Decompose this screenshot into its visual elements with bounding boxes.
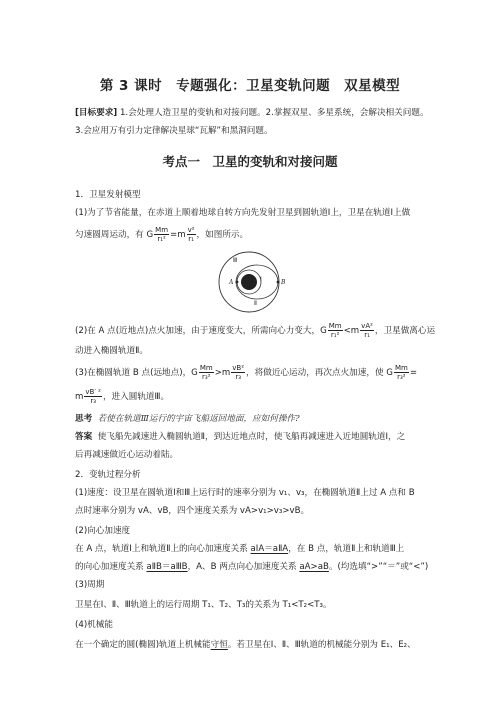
para-3b: m $\frac{\text{vB′ ²}}{\text{r₃}}$ ，进入圆轨道Ⅲ。 <box>75 388 170 405</box>
para-1a: (1)为了节省能量，在赤道上顺着地球自转方向先发射卫星到圆轨道Ⅰ上，卫星在轨道Ⅰ上做 <box>75 208 411 218</box>
point-A <box>236 281 239 284</box>
fraction-vA2-r1: $\frac{\text{vA²}}{\text{r₁}}$ <box>361 322 373 339</box>
speed-line-2: 点时速率分别为 vA、vB，四个速度关系为 vA>v₁>v₃>vB。 <box>75 506 310 516</box>
para-2a: (2)在 A 点(近地点)点火加速，由于速度变大，所需向心力变大，G $\frac{Mm}{\text{r₁²}}$ <m $\frac{\text{vA²}}{\text{r₁}}$ ，卫星做离心运 <box>75 322 436 339</box>
label-II: Ⅱ <box>254 300 257 307</box>
para-1b: 匀速圆周运动，有 G $\frac{Mm}{\text{r₁²}}$ =m $\frac{\text{v²}}{\text{r₁}}$ ，如图所示。 <box>75 226 249 243</box>
label-III: Ⅲ <box>233 257 238 264</box>
label-I: Ⅰ <box>260 276 262 283</box>
answer-line-1: 答案 使飞船先减速进入椭圆轨道Ⅱ，到达近地点时，使飞船再减速进入近地圆轨道Ⅰ，之 <box>75 432 406 442</box>
heading-orbit-analysis: 2．变轨过程分析 <box>75 470 141 480</box>
label-B: B <box>281 279 286 286</box>
fraction-Mm-r1sq-2: $\frac{Mm}{\text{r₁²}}$ <box>328 322 342 339</box>
speed-line-1: (1)速度：设卫星在圆轨道Ⅰ和Ⅲ上运行时的速率分别为 v₁、v₃，在椭圆轨道Ⅱ上过 A 点和 B <box>75 488 415 498</box>
energy-line: 在一个确定的圆(椭圆)轨道上机械能守恒。若卫星在Ⅰ、Ⅱ、Ⅲ轨道的机械能分别为 E₁、E₂、 <box>75 640 416 650</box>
lesson-title: 第 3 课时 专题强化：卫星变轨问题 双星模型 <box>99 78 401 94</box>
point-B <box>277 281 280 284</box>
section-heading: 考点一 卫星的变轨和对接问题 <box>162 154 338 169</box>
accel-line-1: 在 A 点，轨道Ⅰ上和轨道Ⅱ上的向心加速度关系 aⅠA＝aⅡA，在 B 点，轨道Ⅱ上和轨道Ⅲ上 <box>75 544 405 554</box>
goals-line-2: 3.会应用万有引力定律解决星球“瓦解”和黑洞问题。 <box>75 126 273 136</box>
fraction-Mm-r3sq: $\frac{Mm}{\text{r₃²}}$ <box>199 364 213 381</box>
fraction-vBp2-r3: $\frac{\text{vB′ ²}}{\text{r₃}}$ <box>85 388 101 405</box>
energy-heading: (4)机械能 <box>75 620 113 630</box>
earth <box>241 274 257 290</box>
think-question: 思考 若使在轨道Ⅲ运行的宇宙飞船返回地面，应如何操作? <box>75 414 300 424</box>
goals-text-1: 1.会处理人造卫星的变轨和对接问题。2.掌握双星、多星系统，会解决相关问题。 <box>119 108 429 118</box>
answer-line-2: 后再减速做近心运动着陆。 <box>75 450 179 460</box>
accel-line-2: 的向心加速度关系 aⅡB＝aⅢB，A、B 两点向心加速度关系 aA>aB。(均选填“>”“＝”或“<”) <box>75 562 429 572</box>
fraction-v2-r1: $\frac{\text{v²}}{\text{r₁}}$ <box>187 226 195 243</box>
period-line: 卫星在Ⅰ、Ⅱ、Ⅲ轨道上的运行周期 T₁、T₂、T₃的关系为 T₁<T₂<T₃。 <box>75 600 332 610</box>
para-2b: 动进入椭圆轨道Ⅱ。 <box>75 346 148 356</box>
fraction-Mm-r3sq-2: $\frac{Mm}{\text{r₃²}}$ <box>394 364 408 381</box>
orbit-diagram <box>213 250 289 314</box>
accel-heading: (2)向心加速度 <box>75 526 131 536</box>
fraction-vB2-r3: $\frac{\text{vB²}}{\text{r₃}}$ <box>232 364 245 381</box>
goals-label: [目标要求] <box>75 108 118 118</box>
goals-line-1 <box>75 104 435 122</box>
fraction-Mm-r1sq: $\frac{Mm}{\text{r₁²}}$ <box>155 226 169 243</box>
label-A: A <box>229 279 234 286</box>
heading-launch-model: 1．卫星发射模型 <box>75 190 141 200</box>
period-heading: (3)周期 <box>75 580 105 590</box>
para-3a: (3)在椭圆轨道 B 点(远地点)，G $\frac{Mm}{\text{r₃²}}$ >m $\frac{\text{vB²}}{\text{r₃}}$ ，将做近心运动，再次点火加速，使 G $\frac{Mm}{\text{r₃²}}$ = <box>75 364 418 381</box>
